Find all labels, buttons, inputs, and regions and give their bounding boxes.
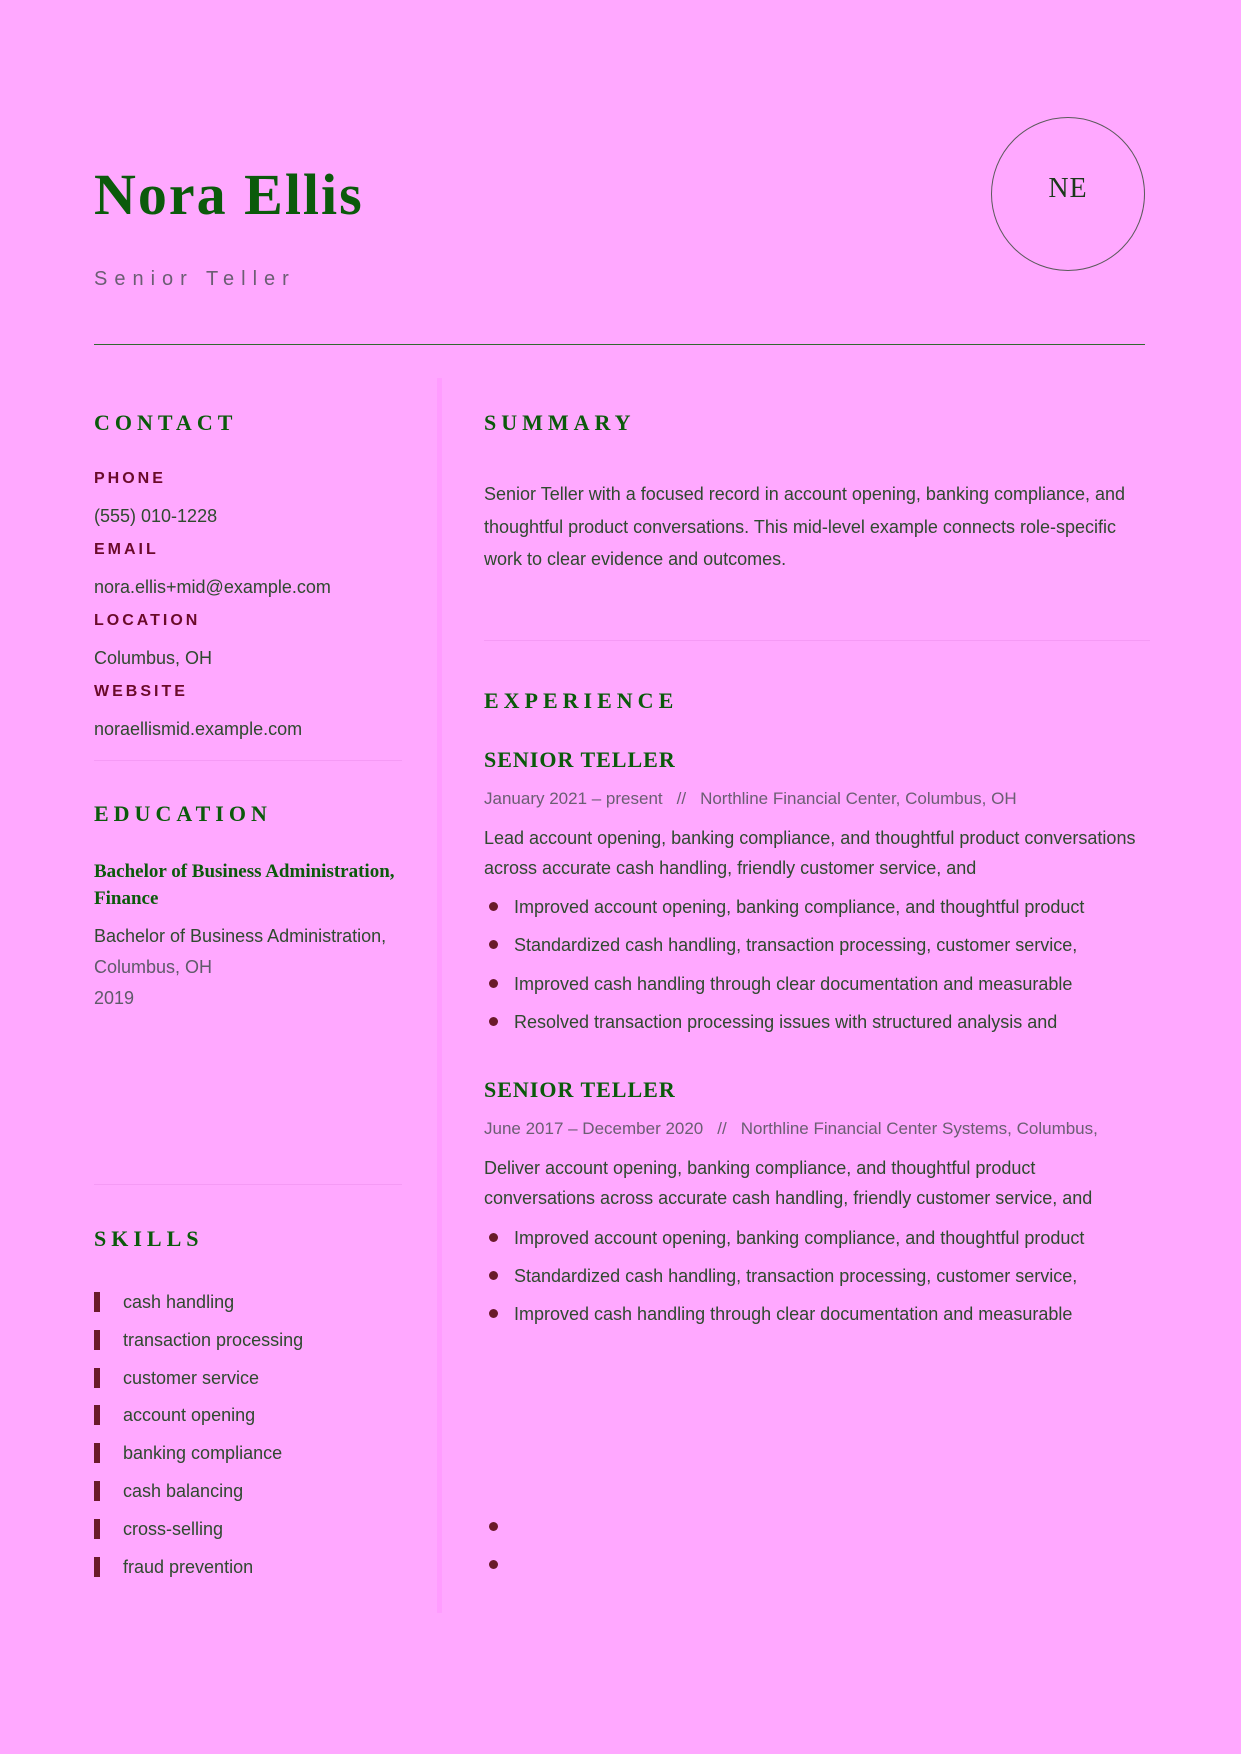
skill-marker: [94, 1557, 100, 1577]
header-divider: [94, 344, 1145, 345]
job-company: Northline Financial Center, Columbus, OH: [700, 789, 1017, 808]
bullet-dot: [489, 902, 498, 911]
candidate-name: Nora Ellis: [94, 162, 364, 227]
job-description: Deliver account opening, banking compliance, and thoughtful product conversations across accurate cash handling, friendly customer service, and: [484, 1158, 1093, 1208]
education-location: Columbus, OH: [94, 957, 213, 977]
contact-label-phone: PHONE: [94, 470, 166, 487]
candidate-role: Senior Teller: [94, 268, 296, 290]
contact-divider: [94, 760, 402, 761]
contact-label-email: EMAIL: [94, 541, 159, 558]
job-bullet: [484, 1264, 1144, 1288]
job-bullet: [484, 895, 1144, 919]
skill-label: transaction processing: [123, 1329, 304, 1350]
job-meta-separator: //: [717, 1119, 727, 1138]
job-bullet: [484, 972, 1144, 996]
skills-section-title: SKILLS: [94, 1226, 204, 1251]
skill-label: cash balancing: [123, 1480, 244, 1501]
skill-item: [94, 1329, 303, 1351]
bullet-dot: [489, 1271, 498, 1280]
skill-label: banking compliance: [123, 1442, 283, 1463]
bullet-text: Improved account opening, banking compliance, and thoughtful product: [514, 897, 1085, 917]
skill-marker: [94, 1330, 100, 1350]
job-bullet: [484, 933, 1144, 957]
column-divider: [437, 378, 442, 1613]
job-meta: [484, 1120, 1098, 1137]
bullet-text: Standardized cash handling, transaction processing, customer service,: [514, 1266, 1078, 1286]
skill-item: [94, 1291, 234, 1313]
skill-item: [94, 1480, 243, 1502]
skill-label: account opening: [123, 1404, 256, 1425]
job-meta: [484, 790, 1017, 807]
skill-marker: [94, 1481, 100, 1501]
skill-item: [94, 1367, 259, 1389]
skill-marker: [94, 1405, 100, 1425]
bullet-dot: [489, 1560, 498, 1569]
bullet-text: Improved cash handling through clear documentation and measurable: [514, 974, 1073, 994]
bullet-text: Standardized cash handling, transaction processing, customer service,: [514, 935, 1078, 955]
skill-marker: [94, 1368, 100, 1388]
bullet-dot: [489, 1017, 498, 1026]
bullet-dot: [489, 940, 498, 949]
bullet-text: Resolved transaction processing issues with structured analysis and: [514, 1012, 1058, 1032]
skill-item: [94, 1404, 255, 1426]
avatar: [991, 117, 1145, 271]
skill-item: [94, 1442, 282, 1464]
job-meta-separator: //: [676, 789, 687, 808]
skill-label: fraud prevention: [123, 1556, 254, 1577]
education-degree: Bachelor of Business Administration, Finance: [94, 861, 395, 909]
job-bullet: [484, 1010, 1144, 1034]
job-title: SENIOR TELLER: [484, 747, 676, 772]
job-description: Lead account opening, banking compliance, and thoughtful product conversations across accurate cash handling, friendly customer service, and: [484, 828, 1136, 878]
education-detail: Bachelor of Business Administration,: [94, 926, 387, 946]
experience-section-title: EXPERIENCE: [484, 688, 679, 713]
bullet-dot: [489, 1522, 498, 1531]
contact-value-website: noraellismid.example.com: [94, 719, 303, 739]
job-company: Northline Financial Center Systems, Columbus,: [740, 1119, 1098, 1138]
bullet-dot: [489, 979, 498, 988]
skill-marker: [94, 1519, 100, 1539]
education-year: 2019: [94, 988, 135, 1008]
skill-label: customer service: [123, 1367, 260, 1388]
job-dates: January 2021 – present: [484, 789, 663, 808]
skill-label: cash handling: [123, 1291, 235, 1312]
bullet-dot: [489, 1233, 498, 1242]
skill-marker: [94, 1443, 100, 1463]
bullet-text: Improved account opening, banking compliance, and thoughtful product: [514, 1228, 1085, 1248]
contact-label-website: WEBSITE: [94, 683, 188, 700]
summary-divider: [484, 640, 1150, 641]
summary-text: Senior Teller with a focused record in account opening, banking compliance, and thoughtful product conversations. This mid-level example connects role-specific work to clear evidence and outcomes.: [484, 484, 1126, 569]
contact-section-title: CONTACT: [94, 410, 238, 435]
contact-label-location: LOCATION: [94, 612, 201, 629]
skill-item: [94, 1518, 223, 1540]
skill-item: [94, 1556, 253, 1578]
skill-marker: [94, 1292, 100, 1312]
contact-value-phone: (555) 010-1228: [94, 506, 218, 526]
bullet-text: Improved cash handling through clear documentation and measurable: [514, 1304, 1073, 1324]
contact-value-location: Columbus, OH: [94, 648, 213, 668]
job-bullet: [484, 1226, 1144, 1250]
summary-section-title: SUMMARY: [484, 410, 636, 435]
bullet-dot: [489, 1309, 498, 1318]
education-section-title: EDUCATION: [94, 801, 272, 826]
job-title: SENIOR TELLER: [484, 1077, 676, 1102]
job-bullet: [484, 1302, 1144, 1326]
skill-label: cross-selling: [123, 1518, 224, 1539]
education-divider: [94, 1184, 402, 1185]
contact-value-email: nora.ellis+mid@example.com: [94, 577, 331, 597]
job-dates: June 2017 – December 2020: [484, 1119, 704, 1138]
avatar-initials: NE: [1048, 173, 1088, 204]
